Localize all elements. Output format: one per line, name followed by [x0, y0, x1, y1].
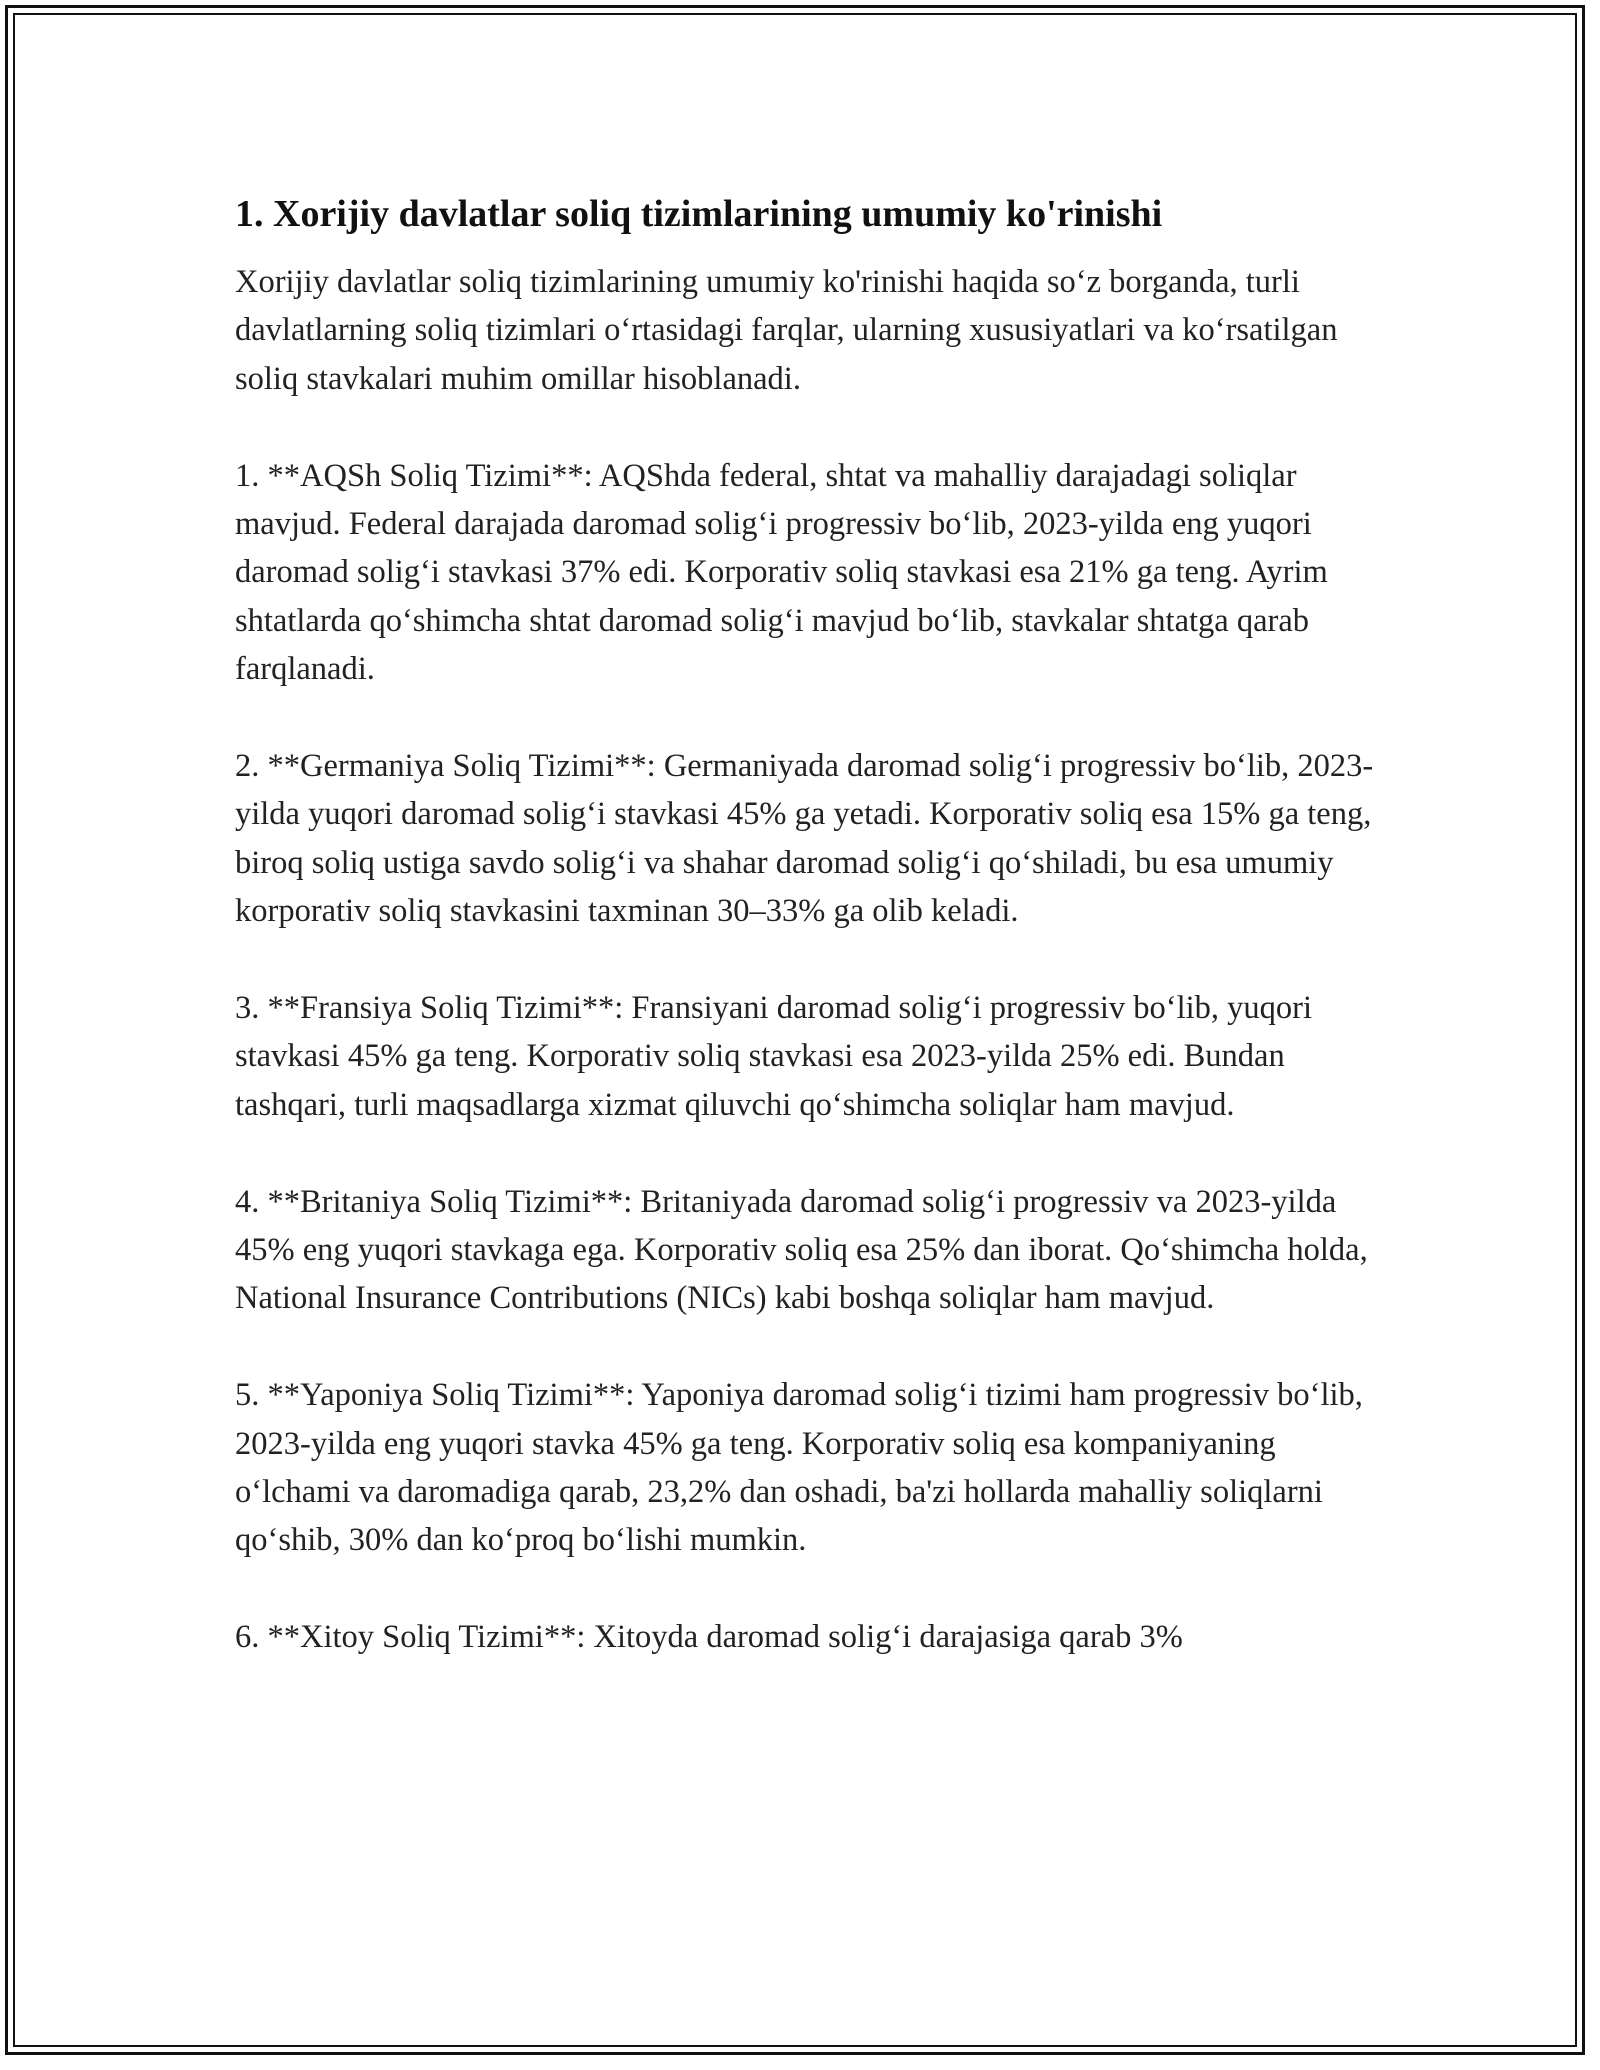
paragraph-japan-tax: 5. **Yaponiya Soliq Tizimi**: Yaponiya daromad solig‘i tizimi ham progressiv bo‘lib, 2023-yilda eng yuqori stavka 45% ga teng. Korporativ soliq esa kompaniyaning o‘lchami va daromadiga qarab, 23,2% dan oshadi, ba'zi hollarda mahalliy soliqlarni qo‘shib, 30% dan ko‘proq bo‘lishi mumkin. [235, 1377, 1363, 1559]
paragraph-britain-tax: 4. **Britaniya Soliq Tizimi**: Britaniyada daromad solig‘i progressiv va 2023-yilda 45% eng yuqori stavkaga ega. Korporativ soliq esa 25% dan iborat. Qo‘shimcha holda, National Insurance Contributions (NICs) kabi boshqa soliqlar ham mavjud. [235, 1183, 1368, 1317]
paragraph-germany-tax: 2. **Germaniya Soliq Tizimi**: Germaniyada daromad solig‘i progressiv bo‘lib, 2023-yilda yuqori daromad solig‘i stavkasi 45% ga yetadi. Korporativ soliq esa 15% ga teng, biroq soliq ustiga savdo solig‘i va shahar daromad solig‘i qo‘shiladi, bu esa umumiy korporativ soliq stavkasini taxminan 30–33% ga olib keladi. [235, 748, 1374, 930]
intro-paragraph: Xorijiy davlatlar soliq tizimlarining umumiy ko'rinishi haqida so‘z borganda, turli davlatlarning soliq tizimlari o‘rtasidagi farqlar, ularning xususiyatlari va ko‘rsatilgan soliq stavkalari muhim omillar hisoblanadi. [235, 264, 1338, 397]
paragraph-france-tax: 3. **Fransiya Soliq Tizimi**: Fransiyani daromad solig‘i progressiv bo‘lib, yuqori stavkasi 45% ga teng. Korporativ soliq stavkasi esa 2023-yilda 25% edi. Bundan tashqari, turli maqsadlarga xizmat qiluvchi qo‘shimcha soliqlar ham mavjud. [235, 990, 1312, 1123]
paragraph-china-tax: 6. **Xitoy Soliq Tizimi**: Xitoyda daromad solig‘i darajasiga qarab 3% [235, 1619, 1183, 1656]
paragraph-usa-tax: 1. **AQSh Soliq Tizimi**: AQShda federal, shtat va mahalliy darajadagi soliqlar mavjud. Federal darajada daromad solig‘i progressiv bo‘lib, 2023-yilda eng yuqori daromad solig‘i stavkasi 37% edi. Korporativ soliq stavkasi esa 21% ga teng. Ayrim shtatlarda qo‘shimcha shtat daromad solig‘i mavjud bo‘lib, stavkalar shtatga qarab farqlanadi. [235, 457, 1328, 688]
section-heading: 1. Xorijiy davlatlar soliq tizimlarining umumiy ko'rinishi [235, 193, 1163, 235]
document-body [235, 188, 1375, 1710]
